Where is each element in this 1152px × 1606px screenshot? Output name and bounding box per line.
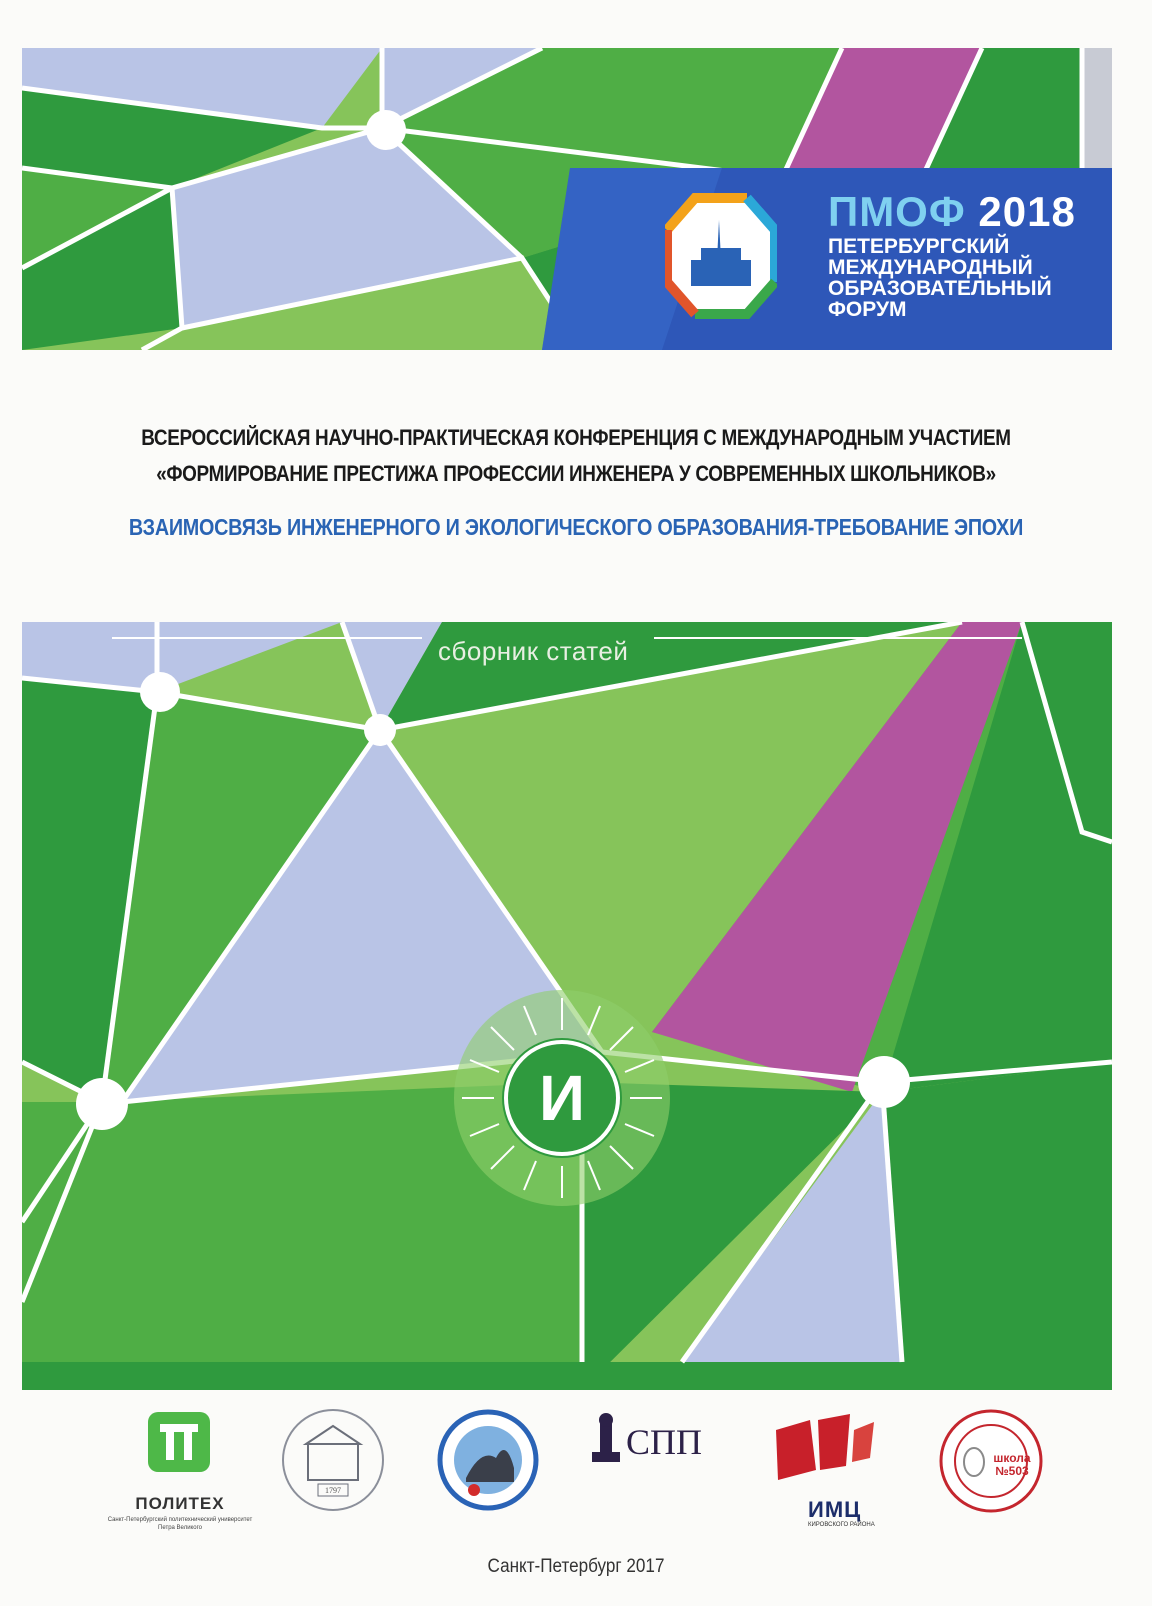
forum-abbr: ПМОФ (828, 188, 966, 235)
emblem-letter: И (539, 1062, 585, 1134)
forum-name-line-4: ФОРУМ (828, 298, 907, 321)
school-label: школа №503 (993, 1451, 1031, 1478)
spp-logo-icon (586, 1410, 716, 1470)
imc-name: ИМЦ (808, 1497, 862, 1522)
politeh-logo-icon (148, 1412, 210, 1472)
spp-text: СПП (626, 1422, 703, 1462)
politeh-name: ПОЛИТЕХ (135, 1494, 225, 1513)
imc-subtitle: КИРОВСКОГО РАЙОНА (808, 1522, 875, 1528)
bottom-geometric-art (22, 622, 1112, 1390)
conference-subtitle: ВЗАИМОСВЯЗЬ ИНЖЕНЕРНОГО И ЭКОЛОГИЧЕСКОГО ОБРАЗОВАНИЯ-ТРЕБОВАНИЕ ЭПОХИ (128, 514, 1024, 540)
university-year: 1797 (325, 1486, 341, 1495)
conference-titles (0, 420, 1152, 542)
collection-label: сборник статей (438, 636, 629, 666)
entrepreneurs-union-seal-icon (436, 1408, 540, 1512)
conference-title-line-1: ВСЕРОССИЙСКАЯ НАУЧНО-ПРАКТИЧЕСКАЯ КОНФЕРЕНЦИЯ С МЕЖДУНАРОДНЫМ УЧАСТИЕМ (141, 425, 1011, 450)
forum-name-line-3: ОБРАЗОВАТЕЛЬНЫЙ (828, 277, 1052, 300)
imc-logo-icon (770, 1410, 880, 1494)
forum-name-line-2: МЕЖДУНАРОДНЫЙ (828, 256, 1033, 279)
city-year: Санкт-Петербург 2017 (487, 1556, 665, 1577)
politeh-subtitle: Санкт-Петербургский политехнический университет Петра Великого (107, 1517, 253, 1531)
forum-year: 2018 (978, 188, 1076, 235)
forum-logo-icon (665, 190, 777, 330)
bottom-geometric-svg (22, 622, 1112, 1390)
conference-title-line-2: «ФОРМИРОВАНИЕ ПРЕСТИЖА ПРОФЕССИИ ИНЖЕНЕРА У СОВРЕМЕННЫХ ШКОЛЬНИКОВ» (156, 461, 996, 486)
forum-title (828, 188, 1076, 236)
university-crest-icon (278, 1404, 388, 1516)
forum-brand (828, 188, 1076, 320)
forum-name-line-1: ПЕТЕРБУРГСКИЙ (828, 235, 1010, 258)
